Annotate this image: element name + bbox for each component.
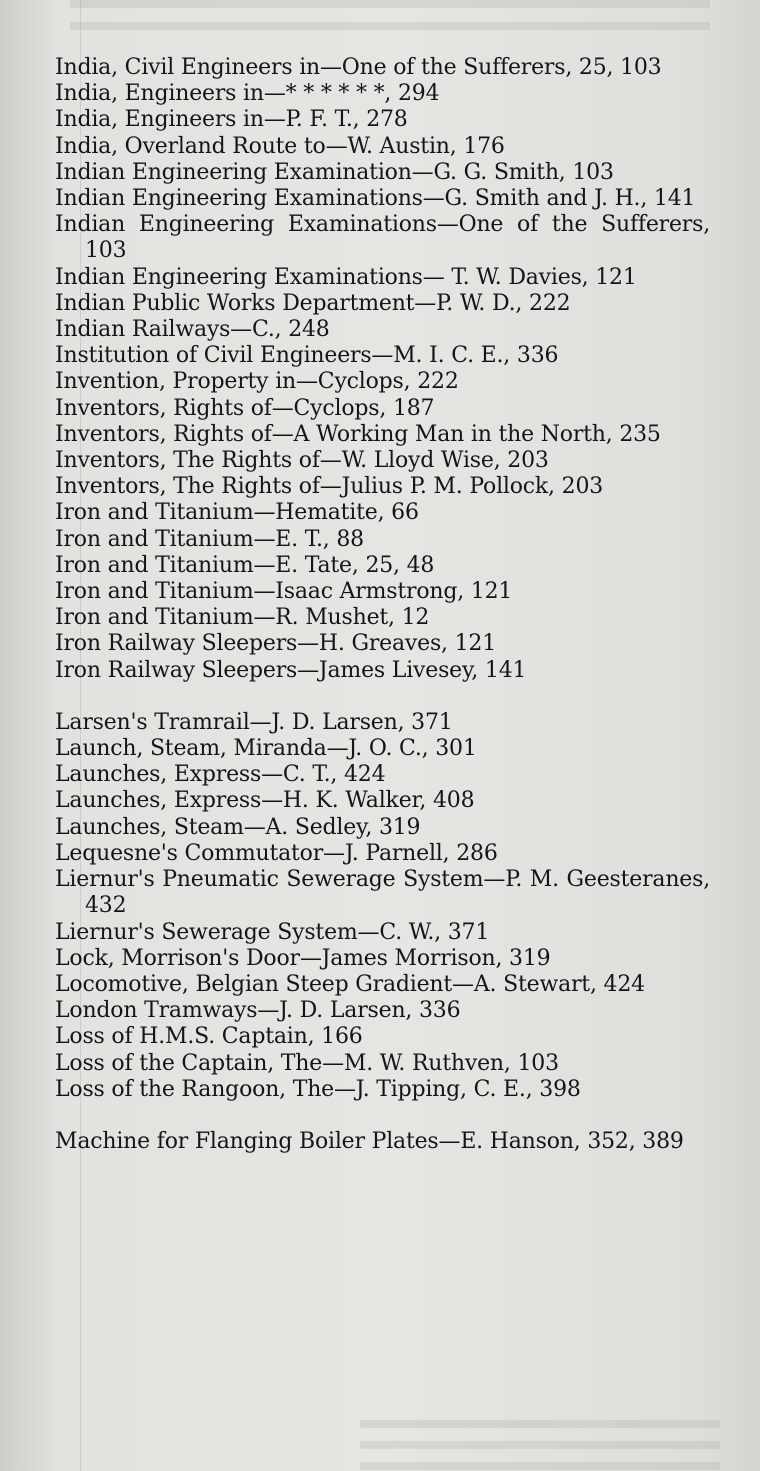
index-entry: Iron and Titanium—Hematite, 66 [55, 500, 419, 526]
index-entry: Indian Engineering Examination—G. G. Smith, 103 [55, 159, 614, 185]
index-entry: Inventors, The Rights of—Julius P. M. Pollock, 203 [55, 474, 604, 500]
index-entry: Iron and Titanium—Isaac Armstrong, 121 [55, 579, 513, 605]
index-entry: Indian Engineering Examinations—One of the Sufferers, 103 [55, 212, 710, 264]
index-entry: London Tramways—J. D. Larsen, 336 [55, 998, 461, 1024]
index-entry: Locomotive, Belgian Steep Gradient—A. Stewart, 424 [55, 971, 645, 997]
section-gap [55, 1103, 710, 1129]
index-entry: India, Civil Engineers in—One of the Sufferers, 25, 103 [55, 55, 662, 80]
index-entry: Iron and Titanium—E. Tate, 25, 48 [55, 552, 435, 578]
index-entry: Loss of H.M.S. Captain, 166 [55, 1024, 363, 1050]
index-entry: Launches, Express—C. T., 424 [55, 762, 386, 788]
bleed-through-text-bottom [360, 1420, 720, 1471]
index-entry: Lock, Morrison's Door—James Morrison, 319 [55, 945, 551, 971]
index-entry: Launches, Steam—A. Sedley, 319 [55, 814, 421, 840]
index-entry: Iron and Titanium—E. T., 88 [55, 526, 364, 552]
index-entry: Indian Engineering Examinations— T. W. Davies, 121 [55, 264, 637, 290]
index-entry: Iron Railway Sleepers—James Livesey, 141 [55, 657, 527, 683]
index-entry: Indian Engineering Examinations—G. Smith and J. H., 141 [55, 186, 696, 212]
index-entry: Lequesne's Commutator—J. Parnell, 286 [55, 840, 498, 866]
index-entry: Launch, Steam, Miranda—J. O. C., 301 [55, 736, 477, 762]
index-entry: Institution of Civil Engineers—M. I. C. E., 336 [55, 343, 559, 369]
index-entry: Larsen's Tramrail—J. D. Larsen, 371 [55, 709, 453, 735]
index-entry: Inventors, Rights of—A Working Man in the North, 235 [55, 421, 661, 447]
index-entry: Loss of the Captain, The—M. W. Ruthven, 103 [55, 1050, 559, 1076]
index-entry: Iron and Titanium—R. Mushet, 12 [55, 605, 430, 631]
index-entry: Inventors, The Rights of—W. Lloyd Wise, 203 [55, 448, 549, 474]
index-entry: Iron Railway Sleepers—H. Greaves, 121 [55, 631, 497, 657]
index-entry: Inventors, Rights of—Cyclops, 187 [55, 395, 435, 421]
index-entry: Loss of the Rangoon, The—J. Tipping, C. E., 398 [55, 1076, 581, 1102]
index-entry: India, Overland Route to—W. Austin, 176 [55, 133, 505, 159]
index-entries [55, 55, 710, 1155]
index-entry: Indian Railways—C., 248 [55, 317, 330, 343]
index-entry: Liernur's Sewerage System—C. W., 371 [55, 919, 490, 945]
index-entry: Machine for Flanging Boiler Plates—E. Hanson, 352, 389 [55, 1128, 684, 1154]
index-entry: Indian Public Works Department—P. W. D., 222 [55, 290, 571, 316]
index-entry: Liernur's Pneumatic Sewerage System—P. M. Geesteranes, 432 [55, 867, 710, 919]
index-entry: India, Engineers in—P. F. T., 278 [55, 107, 408, 133]
index-entry: India, Engineers in—* * * * * *, 294 [55, 81, 440, 107]
section-gap [55, 684, 710, 710]
index-entry: Launches, Express—H. K. Walker, 408 [55, 788, 475, 814]
bleed-through-text-top [70, 0, 710, 40]
index-entry: Invention, Property in—Cyclops, 222 [55, 369, 459, 395]
